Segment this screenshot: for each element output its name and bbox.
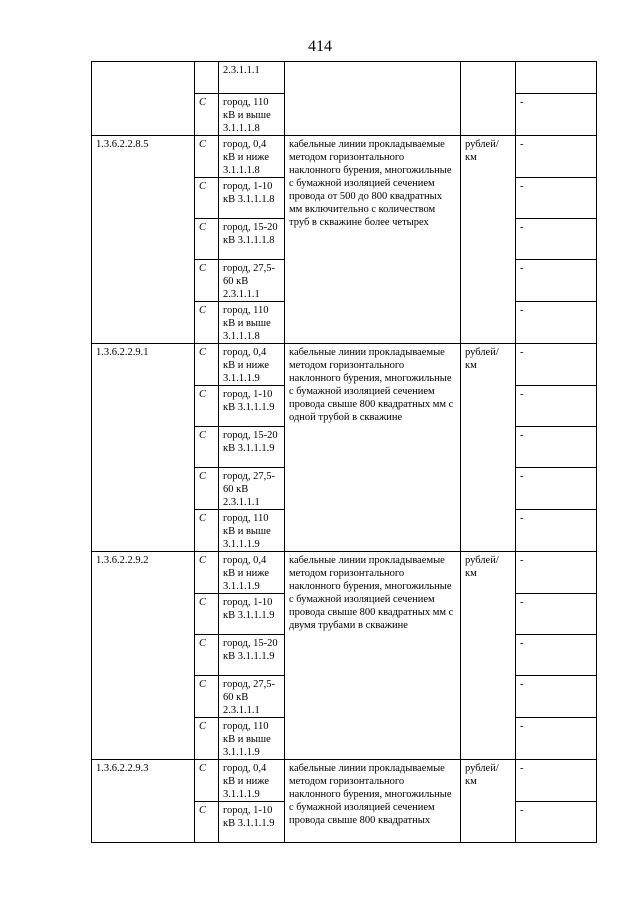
category-cell: С — [195, 635, 219, 676]
category-cell: С — [195, 468, 219, 510]
region-cell: город, 0,4 кВ и ниже 3.1.1.1.9 — [219, 552, 285, 594]
table-row — [92, 62, 597, 94]
region-cell: город, 27,5-60 кВ 2.3.1.1.1 — [219, 468, 285, 510]
region-cell: город, 110 кВ и выше 3.1.1.1.8 — [219, 94, 285, 136]
table-row — [92, 136, 597, 178]
unit-cell: рублей/ км — [461, 344, 516, 552]
region-cell: город, 110 кВ и выше 3.1.1.1.9 — [219, 510, 285, 552]
tariff-table-body — [92, 62, 597, 843]
code-cell: 1.3.6.2.2.9.1 — [92, 344, 195, 552]
value-cell: - — [516, 94, 597, 136]
region-cell: 2.3.1.1.1 — [219, 62, 285, 94]
description-cell: кабельные линии прокладываемые методом горизонтального наклонного бурения, многожильные с бумажной изоляцией сечением провода свыше 800 квадратных — [285, 760, 461, 843]
region-cell: город, 1-10 кВ 3.1.1.1.9 — [219, 594, 285, 635]
region-cell: город, 1-10 кВ 3.1.1.1.9 — [219, 386, 285, 427]
value-cell: - — [516, 219, 597, 260]
category-cell: С — [195, 94, 219, 136]
category-cell: С — [195, 219, 219, 260]
region-cell: город, 1-10 кВ 3.1.1.1.9 — [219, 802, 285, 843]
value-cell: - — [516, 802, 597, 843]
category-cell: С — [195, 260, 219, 302]
table-row — [92, 760, 597, 802]
category-cell: С — [195, 344, 219, 386]
value-cell: - — [516, 760, 597, 802]
code-cell — [92, 62, 195, 136]
value-cell — [516, 62, 597, 94]
region-cell: город, 0,4 кВ и ниже 3.1.1.1.9 — [219, 760, 285, 802]
value-cell: - — [516, 510, 597, 552]
code-cell: 1.3.6.2.2.8.5 — [92, 136, 195, 344]
page-number: 414 — [308, 38, 332, 55]
category-cell: С — [195, 178, 219, 219]
category-cell: С — [195, 427, 219, 468]
category-cell: С — [195, 386, 219, 427]
table-row — [92, 344, 597, 386]
value-cell: - — [516, 178, 597, 219]
table-row — [92, 552, 597, 594]
unit-cell: рублей/ км — [461, 136, 516, 344]
description-cell — [285, 62, 461, 136]
description-cell: кабельные линии прокладываемые методом горизонтального наклонного бурения, многожильные с бумажной изоляцией сечением провода свыше 800 квадратных мм с одной трубой в скважине — [285, 344, 461, 552]
region-cell: город, 27,5-60 кВ 2.3.1.1.1 — [219, 676, 285, 718]
category-cell: С — [195, 136, 219, 178]
value-cell: - — [516, 344, 597, 386]
region-cell: город, 0,4 кВ и ниже 3.1.1.1.8 — [219, 136, 285, 178]
code-cell: 1.3.6.2.2.9.2 — [92, 552, 195, 760]
unit-cell: рублей/ км — [461, 552, 516, 760]
category-cell: С — [195, 510, 219, 552]
region-cell: город, 15-20 кВ 3.1.1.1.9 — [219, 635, 285, 676]
category-cell: С — [195, 676, 219, 718]
region-cell: город, 1-10 кВ 3.1.1.1.8 — [219, 178, 285, 219]
code-cell: 1.3.6.2.2.9.3 — [92, 760, 195, 843]
value-cell: - — [516, 302, 597, 344]
value-cell: - — [516, 718, 597, 760]
region-cell: город, 15-20 кВ 3.1.1.1.9 — [219, 427, 285, 468]
category-cell: С — [195, 302, 219, 344]
region-cell: город, 110 кВ и выше 3.1.1.1.8 — [219, 302, 285, 344]
category-cell: С — [195, 760, 219, 802]
category-cell: С — [195, 802, 219, 843]
value-cell: - — [516, 260, 597, 302]
unit-cell — [461, 62, 516, 136]
description-cell: кабельные линии прокладываемые методом горизонтального наклонного бурения, многожильные с бумажной изоляцией сечением провода свыше 800 квадратных мм с двумя трубами в скважине — [285, 552, 461, 760]
category-cell — [195, 62, 219, 94]
value-cell: - — [516, 136, 597, 178]
category-cell: С — [195, 594, 219, 635]
value-cell: - — [516, 594, 597, 635]
value-cell: - — [516, 676, 597, 718]
category-cell: С — [195, 718, 219, 760]
tariff-table — [91, 61, 597, 843]
description-cell: кабельные линии прокладываемые методом горизонтального наклонного бурения, многожильные с бумажной изоляцией сечением провода от 500 до 800 квадратных мм включительно с количеством труб в скважине более четырех — [285, 136, 461, 344]
value-cell: - — [516, 386, 597, 427]
value-cell: - — [516, 635, 597, 676]
value-cell: - — [516, 427, 597, 468]
value-cell: - — [516, 552, 597, 594]
region-cell: город, 27,5-60 кВ 2.3.1.1.1 — [219, 260, 285, 302]
unit-cell: рублей/ км — [461, 760, 516, 843]
region-cell: город, 15-20 кВ 3.1.1.1.8 — [219, 219, 285, 260]
region-cell: город, 110 кВ и выше 3.1.1.1.9 — [219, 718, 285, 760]
value-cell: - — [516, 468, 597, 510]
category-cell: С — [195, 552, 219, 594]
region-cell: город, 0,4 кВ и ниже 3.1.1.1.9 — [219, 344, 285, 386]
